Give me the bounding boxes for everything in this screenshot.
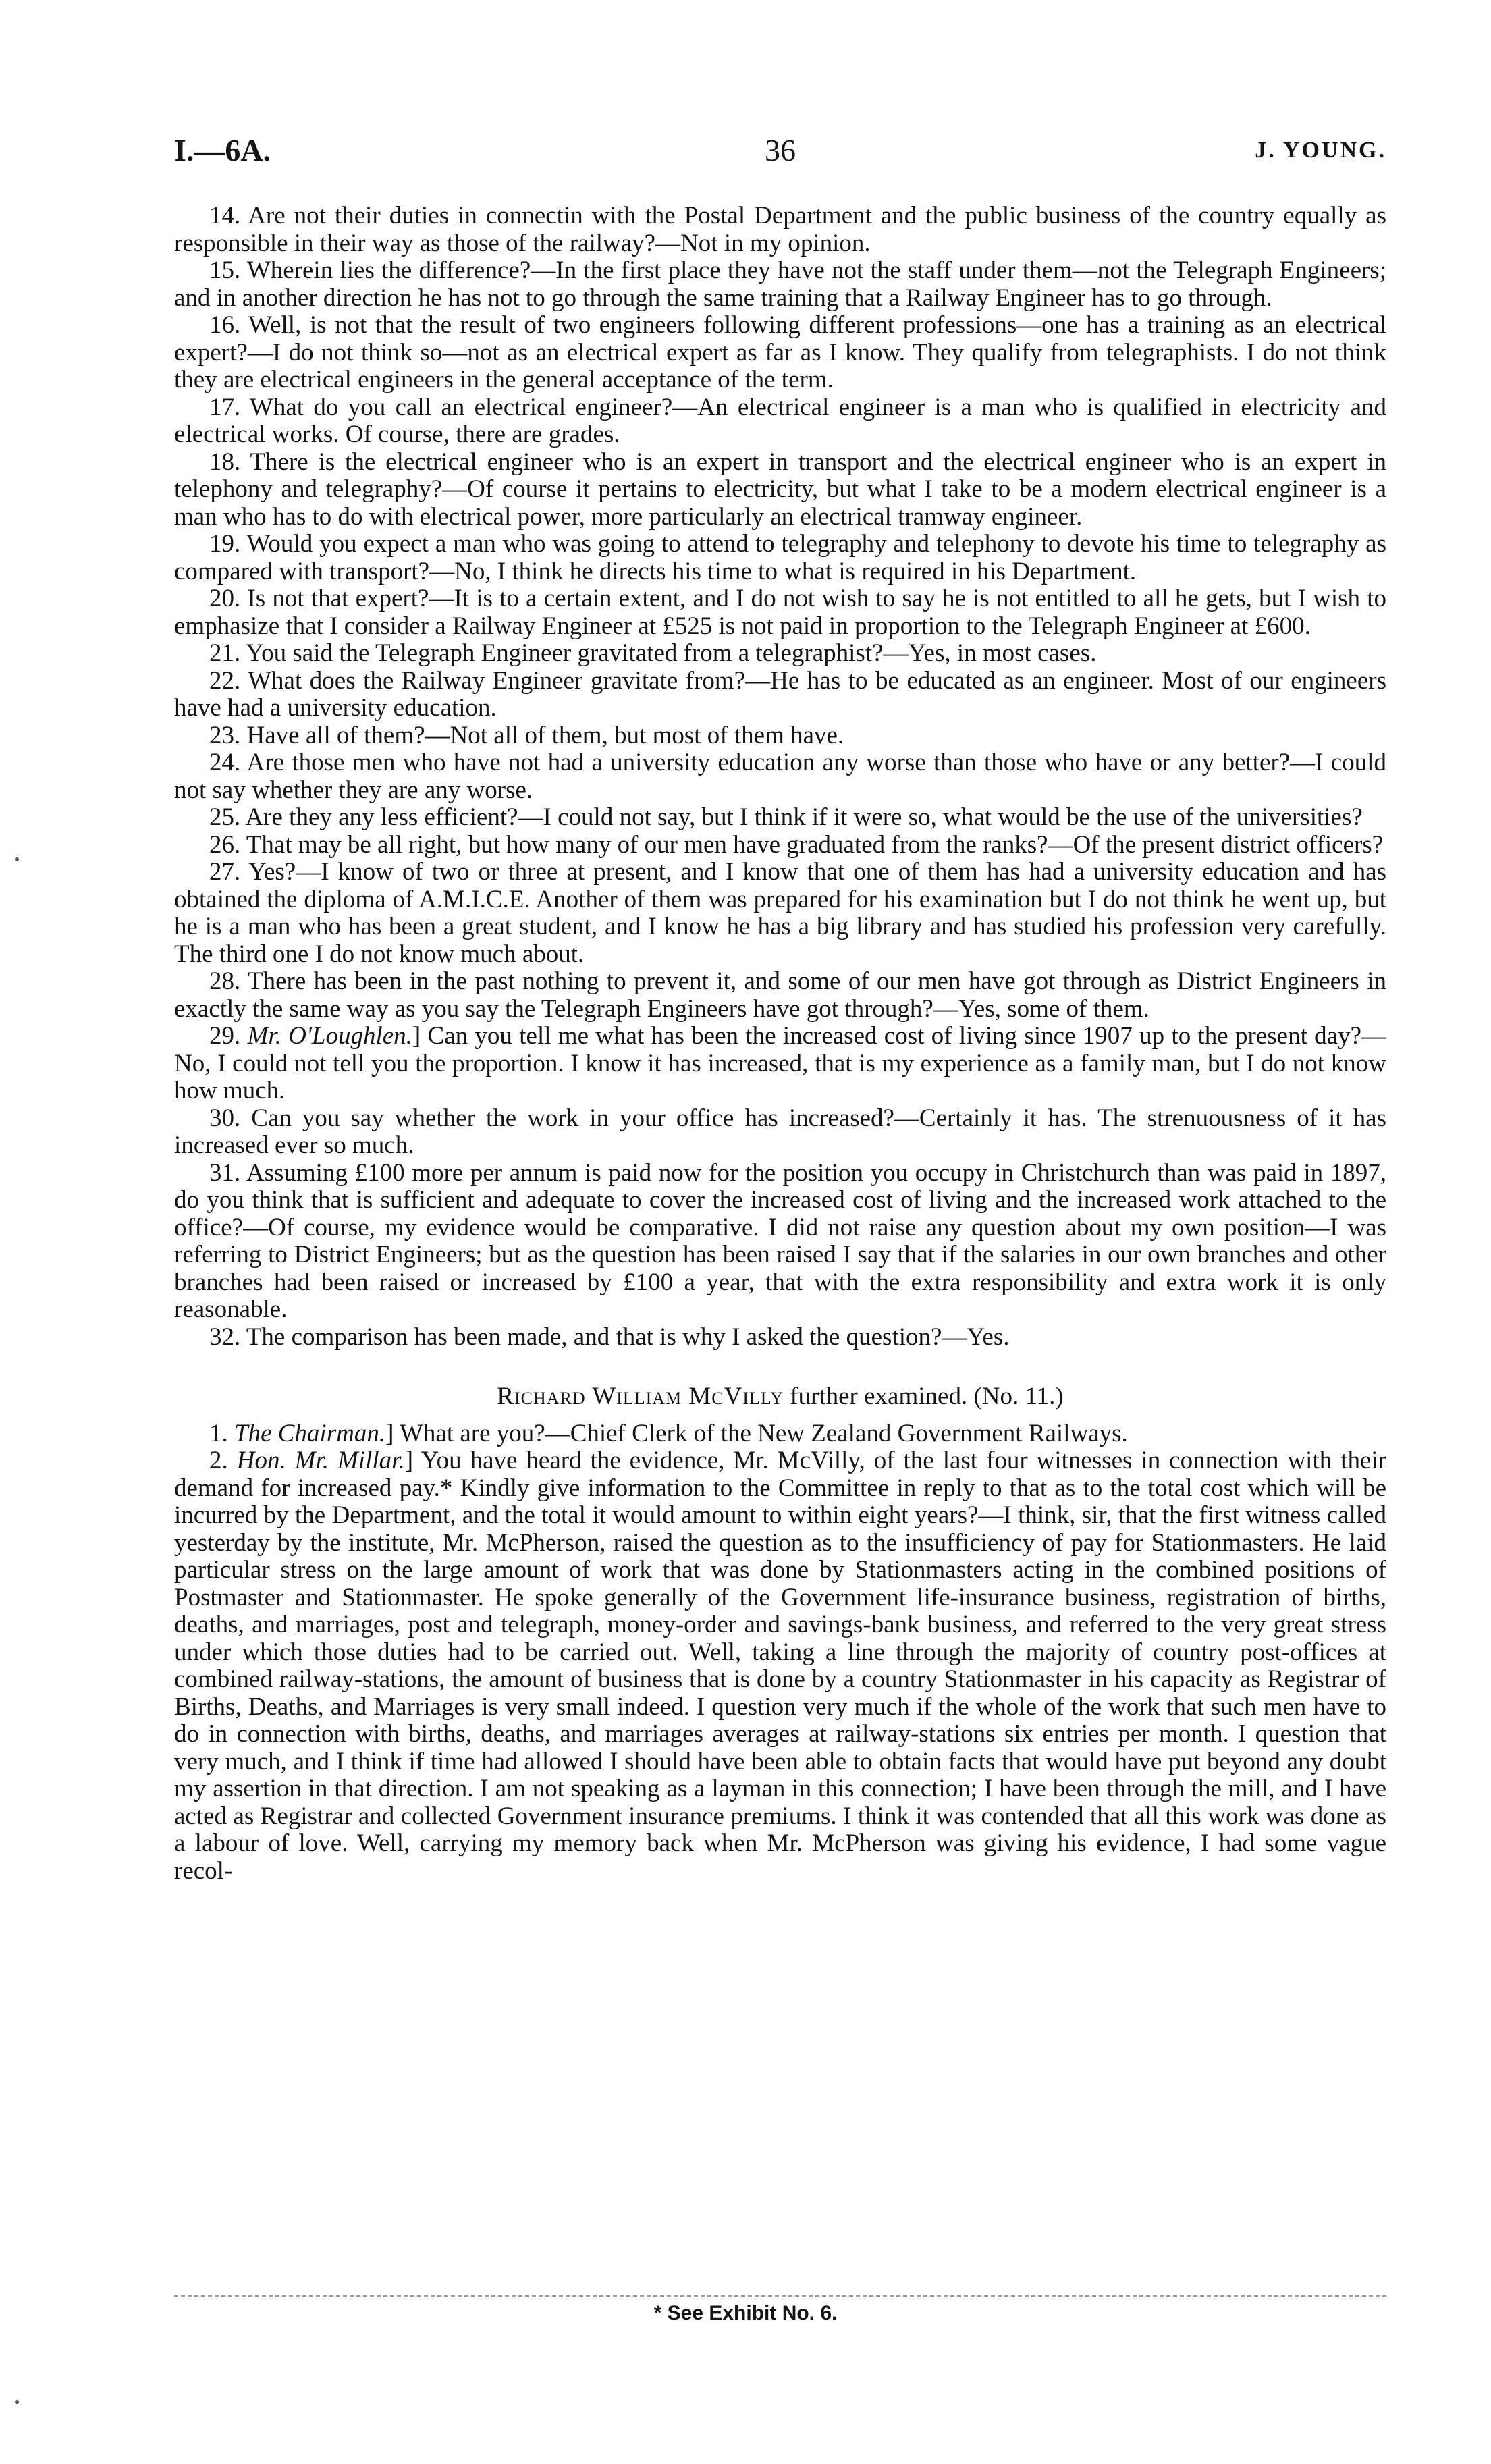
speaker-name: The Chairman. bbox=[234, 1419, 386, 1447]
paragraph: 14. Are not their duties in connectin with the Postal Department and the public business of the country equally as responsible in their way as those of the railway?—Not in my opinion. bbox=[174, 202, 1386, 257]
paragraph: 2. Hon. Mr. Millar.] You have heard the evidence, Mr. McVilly, of the last four witnesses in connection with their demand for increased pay.* Kindly give information to the Committee in reply to that as to the total cost which will be incurred by the Department, and the total it would amount to within eight years?—I think, sir, that the first witness called yesterday by the institute, Mr. McPherson, raised the question as to the insufficiency of pay for Stationmasters. He laid particular stress on the large amount of work that was done by Stationmasters acting in the combined positions of Postmaster and Stationmaster. He spoke generally of the Government life-insurance business, registration of births, deaths, and marriages, post and telegraph, money-order and savings-bank business, and referred to the very great stress under which those duties had to be carried out. Well, taking a line through the majority of country post-offices at combined railway-stations, the amount of business that is done by a country Stationmaster in his capacity as Registrar of Births, Deaths, and Marriages is very small indeed. I question very much if the whole of the work that such men have to do in connection with births, deaths, and marriages averages at railway-stations six entries per month. I question that very much, and I think if time had allowed I should have been able to obtain facts that would have put beyond any doubt my assertion in that direction. I am not speaking as a layman in this connection; I have been through the mill, and I have acted as Registrar and collected Government insurance premiums. I think it was contended that all this work was done as a labour of love. Well, carrying my memory back when Mr. McPherson was giving his evidence, I had some vague recol- bbox=[174, 1447, 1387, 1885]
paragraph: 20. Is not that expert?—It is to a certain extent, and I do not wish to say he is not entitled to all he gets, but I wish to emphasize that I consider a Railway Engineer at £525 is not paid in proportion to the Telegraph Engineer at £600. bbox=[174, 585, 1386, 640]
footnote-divider bbox=[174, 2295, 1386, 2297]
paragraph: 17. What do you call an electrical engineer?—An electrical engineer is a man who is qualified in electricity and electrical works. Of course, there are grades. bbox=[174, 393, 1386, 448]
paragraph: 24. Are those men who have not had a university education any worse than those who have or any better?—I could not say whether they are any worse. bbox=[174, 749, 1386, 804]
paragraph: 19. Would you expect a man who was going to attend to telegraphy and telephony to devote his time to telegraphy as compared with transport?—No, I think he directs his time to what is required in his Department. bbox=[174, 530, 1386, 585]
paragraph: 22. What does the Railway Engineer gravitate from?—He has to be educated as an engineer. Most of our engineers have had a university education. bbox=[174, 666, 1386, 722]
document-reference: I.—6A. bbox=[174, 133, 271, 167]
section-heading: Richard William McVilly further examined. (No. 11.) bbox=[497, 1383, 1064, 1410]
paragraph: 28. There has been in the past nothing to prevent it, and some of our men have got through as District Engineers in exactly the same way as you say the Telegraph Engineers have got through?—Yes, some of them. bbox=[174, 967, 1386, 1023]
speaker-name: Mr. O'Loughlen. bbox=[247, 1022, 412, 1050]
paragraph: 15. Wherein lies the difference?—In the first place they have not the staff under them—not the Telegraph Engineers; and in another direction he has not to go through the same training that a Railway Engineer has to go through. bbox=[174, 257, 1386, 312]
document-body bbox=[174, 203, 1386, 1885]
paragraph: 16. Well, is not that the result of two engineers following different professions—one has a training as an electrical expert?—I do not think so—not as an electrical expert as far as I know. They qualify from telegraphists. I do not think they are electrical engineers in the general acceptance of the term. bbox=[174, 311, 1386, 394]
paragraph: 1. The Chairman.] What are you?—Chief Clerk of the New Zealand Government Railways. bbox=[209, 1419, 1128, 1447]
paragraph: 32. The comparison has been made, and that is why I asked the question?—Yes. bbox=[209, 1322, 1010, 1351]
scan-speck bbox=[15, 2400, 19, 2404]
paragraph: 27. Yes?—I know of two or three at present, and I know that one of them has had a university education and has obtained the diploma of A.M.I.C.E. Another of them was prepared for his examination but I do not think he went up, but he is a man who has been a great student, and I know he has a big library and has studied his profession very carefully. The third one I do not know much about. bbox=[174, 858, 1386, 968]
paragraph: 31. Assuming £100 more per annum is paid now for the position you occupy in Christchurch than was paid in 1897, do you think that is sufficient and adequate to cover the increased cost of living and the increased work attached to the office?—Of course, my evidence would be comparative. I did not raise any question about my own position—I was referring to District Engineers; but as the question has been raised I say that if the salaries in our own branches and other branches had been raised or increased by £100 a year, that with the extra responsibility and extra work it is only reasonable. bbox=[174, 1158, 1386, 1323]
footnote: * See Exhibit No. 6. bbox=[653, 2302, 838, 2324]
paragraph: 29. Mr. O'Loughlen.] Can you tell me what has been the increased cost of living since 1907 up to the present day?—No, I could not tell you the proportion. I know it has increased, that is my experience as a family man, but I do not know how much. bbox=[174, 1022, 1386, 1104]
witness-name-header: J. YOUNG. bbox=[1255, 138, 1386, 163]
paragraph: 23. Have all of them?—Not all of them, but most of them have. bbox=[209, 721, 844, 749]
speaker-name: Hon. Mr. Millar. bbox=[236, 1447, 405, 1474]
paragraph: 25. Are they any less efficient?—I could not say, but I think if it were so, what would be the use of the universities? bbox=[209, 803, 1363, 831]
witness-name: Richard William McVilly bbox=[497, 1383, 784, 1410]
paragraph: 18. There is the electrical engineer who is an expert in transport and the electrical engineer who is an expert in telephony and telegraphy?—Of course it pertains to electricity, but what I take to be a modern electrical engineer is a man who has to do with electrical power, more particularly an electrical tramway engineer. bbox=[174, 448, 1386, 531]
paragraph: 26. That may be all right, but how many of our men have graduated from the ranks?—Of the present district officers? bbox=[209, 830, 1384, 859]
scan-speck bbox=[15, 857, 19, 861]
page-header bbox=[174, 132, 1386, 173]
paragraph: 21. You said the Telegraph Engineer gravitated from a telegraphist?—Yes, in most cases. bbox=[209, 639, 1097, 667]
paragraph: 30. Can you say whether the work in your office has increased?—Certainly it has. The strenuousness of it has increased ever so much. bbox=[174, 1104, 1386, 1159]
page-number: 36 bbox=[765, 133, 796, 167]
